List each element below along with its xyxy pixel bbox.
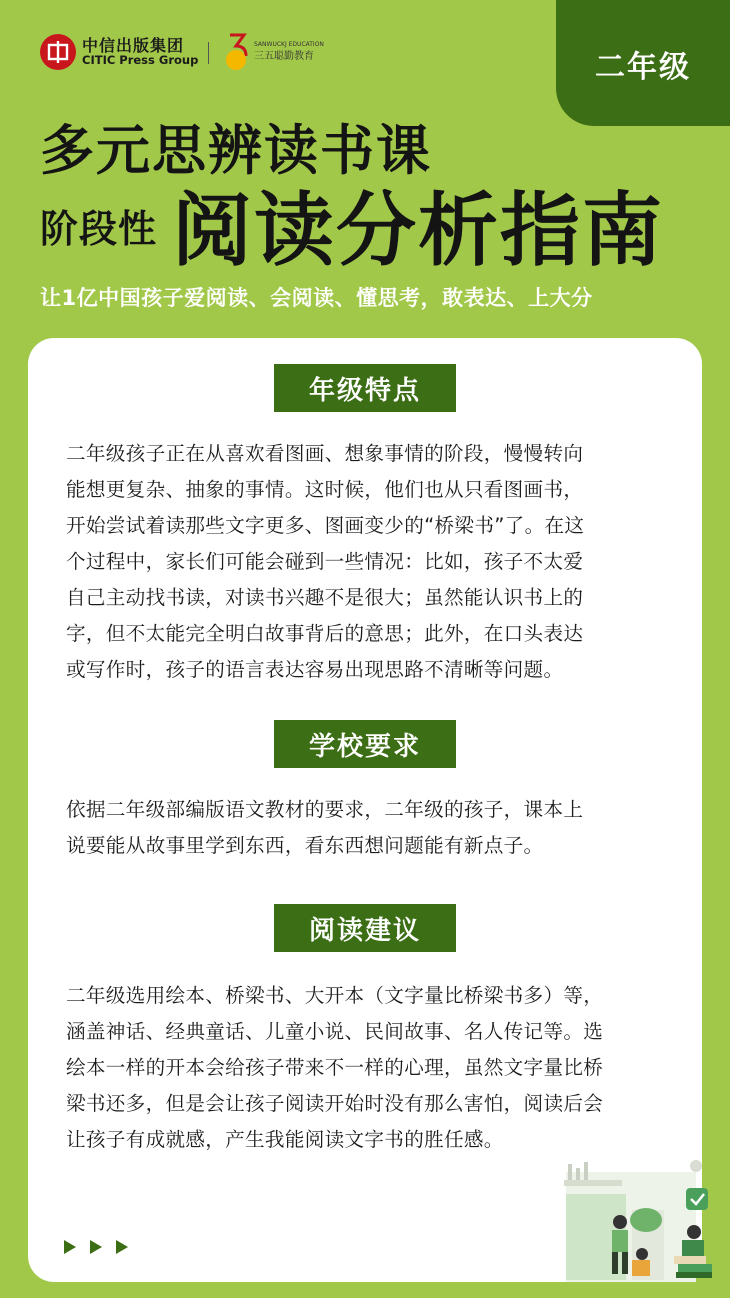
text-line: 涵盖神话、经典童话、儿童小说、民间故事、名人传记等。选 [66,1020,604,1043]
sanwu-logo-icon [224,32,252,72]
sanwu-name-cn: 三五聪勤教育 [254,50,314,62]
text-line: 二年级选用绘本、桥梁书、大开本（文字量比桥梁书多）等， [66,984,604,1007]
text-line: 让孩子有成就感，产生我能阅读文字书的胜任感。 [66,1128,504,1151]
sanwu-logo [224,32,324,72]
play-arrow-icon [116,1240,128,1254]
citic-name-en: CITIC Press Group [82,53,199,68]
citic-logo [40,34,198,70]
kids-reading-illustration [546,1150,716,1290]
text-line: 梁书还多，但是会让孩子阅读开始时没有那么害怕，阅读后会 [66,1092,604,1115]
section-heading-text: 阅读建议 [308,915,421,946]
section-heading-reading-suggestions [274,904,456,952]
section-body-school-requirements [66,792,670,864]
text-line: 依据二年级部编版语文教材的要求，二年级的孩子，课本上 [66,798,584,821]
text-line: 或写作时，孩子的语言表达容易出现思路不清晰等问题。 [66,658,564,681]
citic-name-cn: 中信出版集团 [82,35,185,55]
text-line: 二年级孩子正在从喜欢看图画、想象事情的阶段，慢慢转向 [66,442,584,465]
text-line: 说要能从故事里学到东西，看东西想问题能有新点子。 [66,834,544,857]
grade-tab [556,0,730,126]
text-line: 字，但不太能完全明白故事背后的意思；此外，在口头表达 [66,622,584,645]
logo-divider [208,42,209,64]
content-card [28,338,702,1282]
section-body-reading-suggestions [66,978,670,1158]
slogan: 让1亿中国孩子爱阅读、会阅读、懂思考，敢表达、上大分 [40,286,593,310]
text-line: 开始尝试着读那些文字更多、图画变少的“桥梁书”了。在这 [66,514,585,537]
play-arrow-icon [64,1240,76,1254]
title-line-2-prefix: 阶段性 [40,207,158,251]
text-line: 能想更复杂、抽象的事情。这时候，他们也从只看图画书， [66,478,584,501]
text-line: 绘本一样的开本会给孩子带来不一样的心理，虽然文字量比桥 [66,1056,604,1079]
section-heading-school-requirements [274,720,456,768]
grade-label: 二年级 [595,50,691,85]
text-line: 个过程中，家长们可能会碰到一些情况：比如，孩子不太爱 [66,550,584,573]
citic-logo-icon [40,34,76,70]
section-heading-text: 年级特点 [308,375,421,406]
text-line: 自己主动找书读，对读书兴趣不是很大；虽然能认识书上的 [66,586,584,609]
sanwu-name-en: SANWUCKJ EDUCATION [254,41,324,49]
title-line-2-main: 阅读分析指南 [172,184,664,277]
section-heading-text: 学校要求 [308,731,421,762]
decorative-arrows [64,1240,142,1254]
title-line-1: 多元思辨读书课 [40,119,432,182]
section-body-grade-traits [66,436,670,688]
section-heading-grade-traits [274,364,456,412]
play-arrow-icon [90,1240,102,1254]
